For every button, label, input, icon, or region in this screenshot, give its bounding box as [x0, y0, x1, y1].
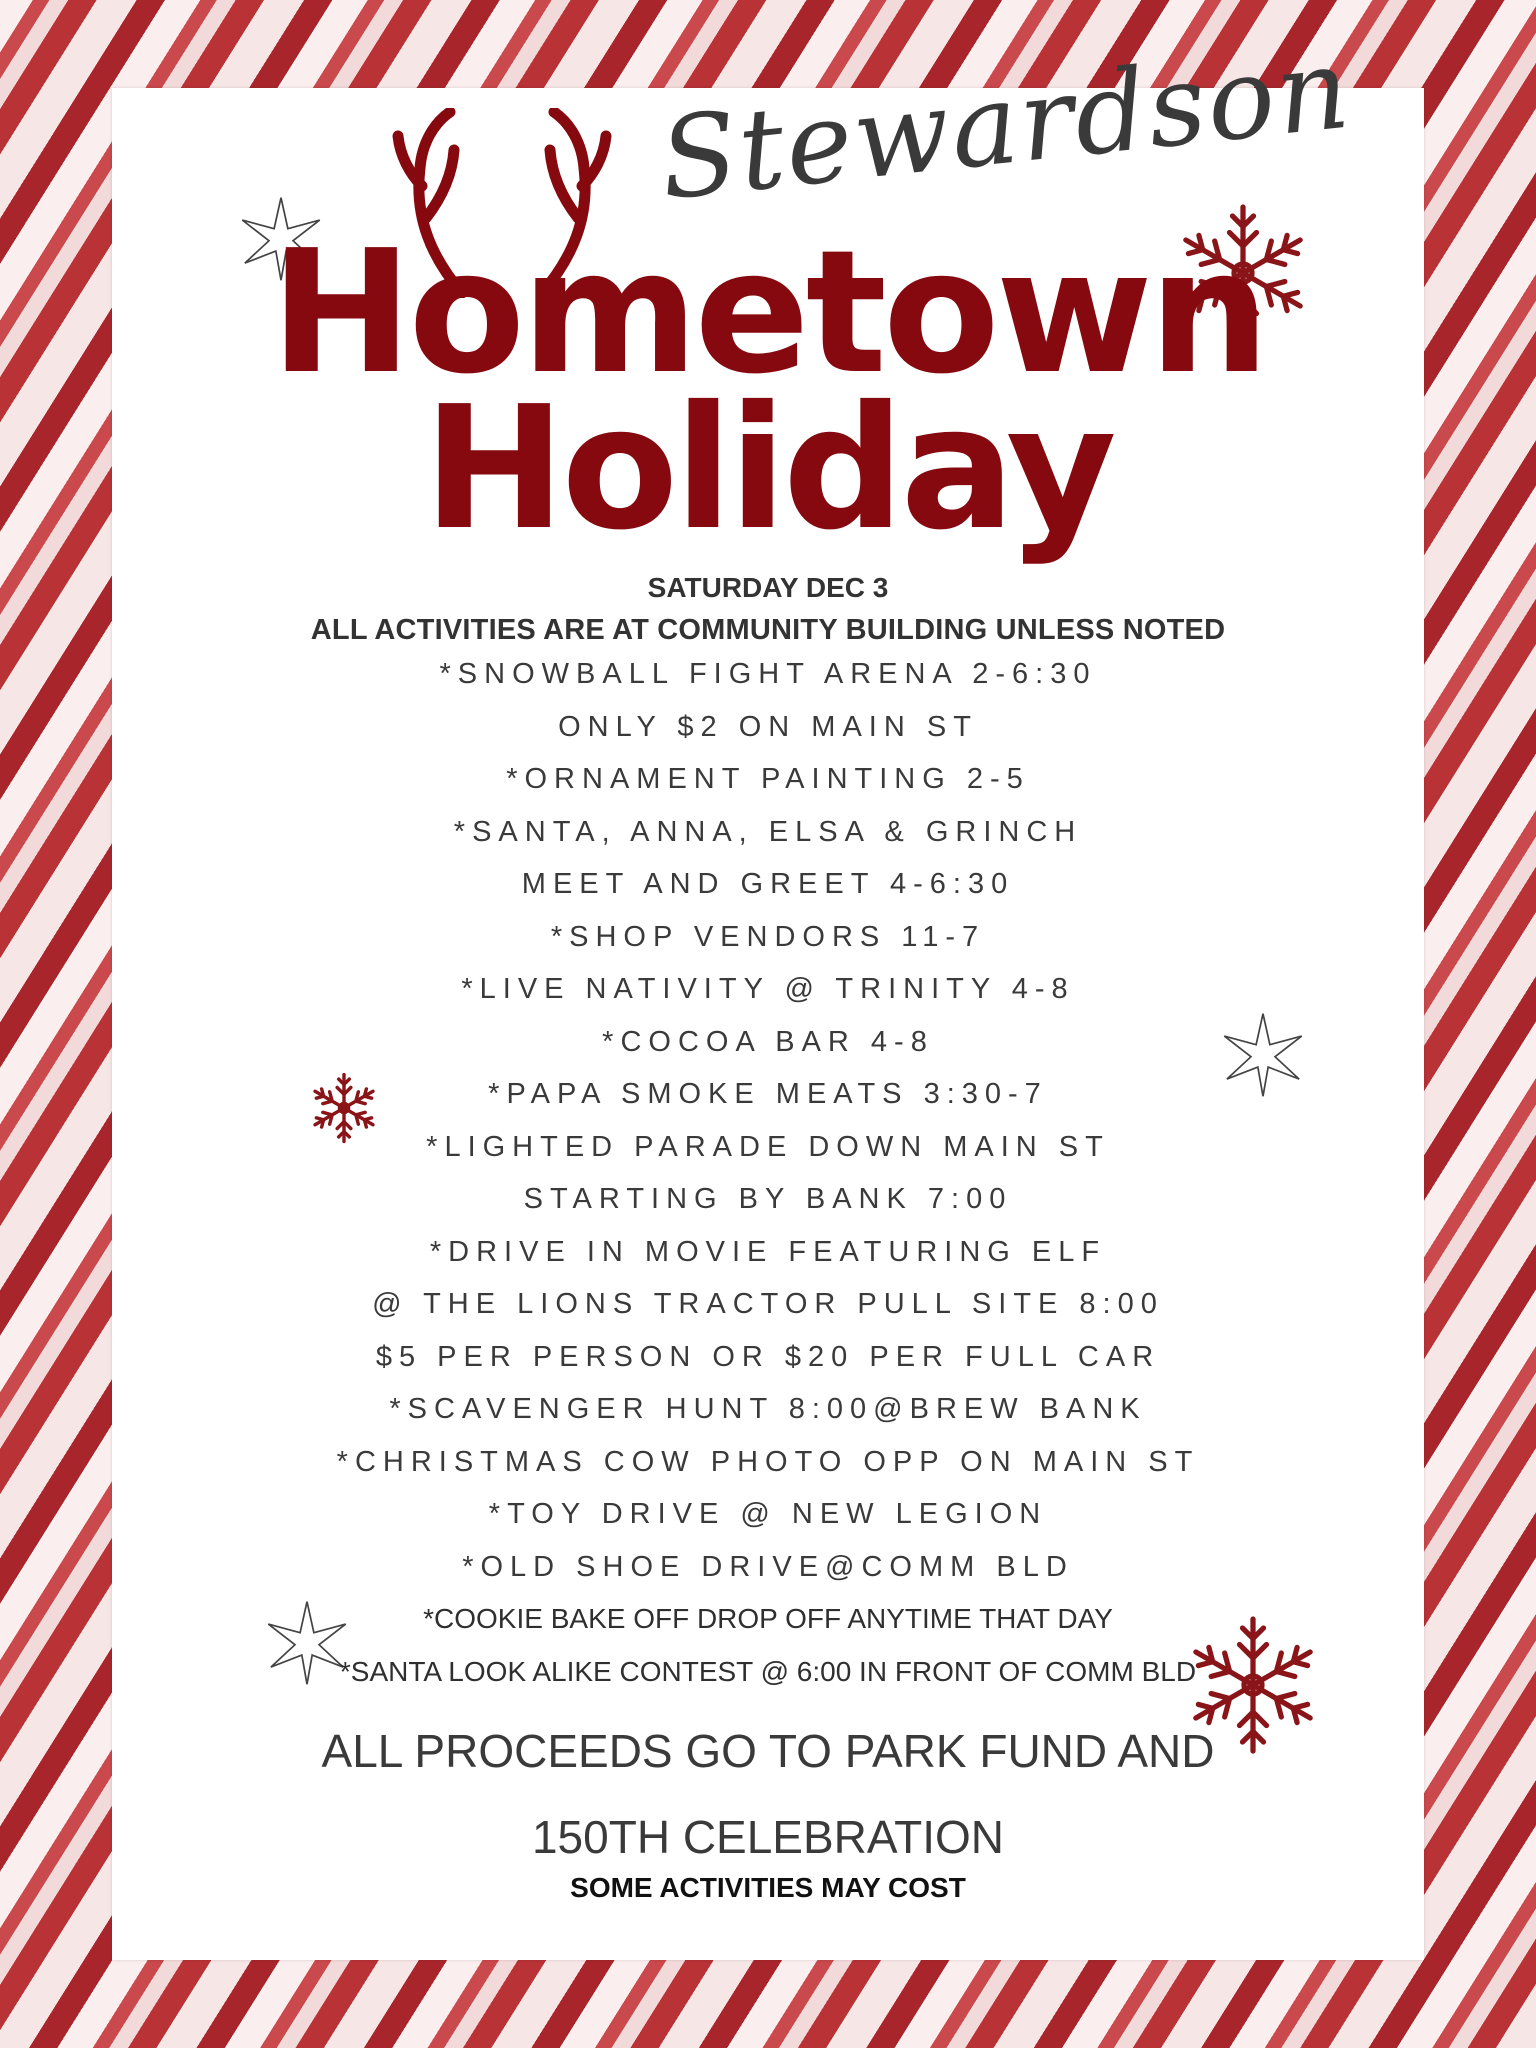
- stewardson-script-title: Stewardson: [654, 23, 1357, 226]
- title-hometown: Hometown: [270, 214, 1266, 412]
- activity-item: *SANTA LOOK ALIKE CONTEST @ 6:00 IN FRONT OF COMM BLD: [339, 1655, 1197, 1687]
- activity-item: *SHOP VENDORS 11-7: [550, 920, 986, 953]
- activity-item: *DRIVE IN MOVIE FEATURING ELF: [429, 1235, 1107, 1268]
- activity-item: *LIGHTED PARADE DOWN MAIN ST: [426, 1130, 1110, 1163]
- activity-item: $5 PER PERSON OR $20 PER FULL CAR: [375, 1340, 1161, 1373]
- activity-list: [0, 648, 1536, 1698]
- activity-item: *TOY DRIVE @ NEW LEGION: [488, 1498, 1048, 1530]
- title-holiday: Holiday: [423, 370, 1113, 568]
- activity-item: *OLD SHOE DRIVE@COMM BLD: [462, 1550, 1074, 1583]
- activity-item: *SNOWBALL FIGHT ARENA 2-6:30: [439, 658, 1097, 690]
- activity-item: *COOKIE BAKE OFF DROP OFF ANYTIME THAT DAY: [423, 1603, 1113, 1634]
- activity-item: @ THE LIONS TRACTOR PULL SITE 8:00: [372, 1288, 1164, 1320]
- activity-item: *PAPA SMOKE MEATS 3:30-7: [488, 1078, 1048, 1110]
- event-date: SATURDAY DEC 3: [647, 572, 889, 603]
- activity-item: ONLY $2 ON MAIN ST: [558, 710, 978, 743]
- location-note: ALL ACTIVITIES ARE AT COMMUNITY BUILDING UNLESS NOTED: [310, 614, 1226, 646]
- activity-item: *CHRISTMAS COW PHOTO OPP ON MAIN ST: [336, 1445, 1200, 1478]
- cost-note: SOME ACTIVITIES MAY COST: [570, 1872, 966, 1903]
- activity-item: *COCOA BAR 4-8: [602, 1025, 934, 1058]
- activity-item: *SCAVENGER HUNT 8:00@BREW BANK: [389, 1393, 1147, 1425]
- proceeds-line-2: 150TH CELEBRATION: [531, 1811, 1005, 1863]
- activity-item: STARTING BY BANK 7:00: [523, 1183, 1013, 1215]
- activity-item: *ORNAMENT PAINTING 2-5: [506, 763, 1030, 795]
- activity-item: *SANTA, ANNA, ELSA & GRINCH: [453, 815, 1083, 848]
- activity-item: *LIVE NATIVITY @ TRINITY 4-8: [461, 973, 1075, 1005]
- proceeds-line-1: ALL PROCEEDS GO TO PARK FUND AND: [321, 1725, 1215, 1777]
- activity-item: MEET AND GREET 4-6:30: [521, 868, 1015, 900]
